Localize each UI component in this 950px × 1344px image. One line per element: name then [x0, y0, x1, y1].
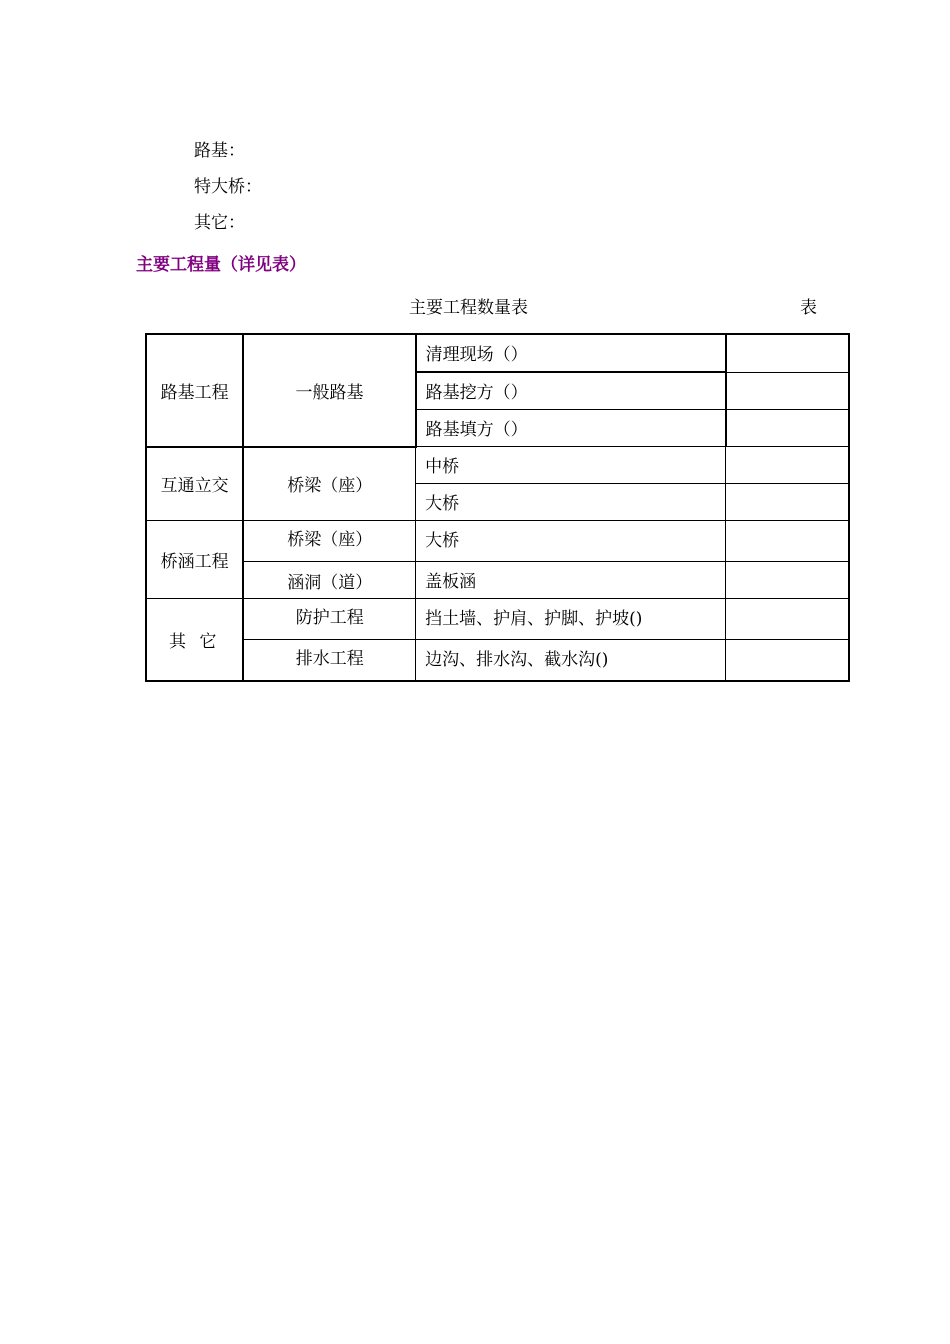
intro-line-other: 其它： — [194, 213, 245, 233]
category-cell: 其 它 — [146, 599, 243, 682]
item-cell: 中桥 — [416, 447, 726, 484]
table-row — [146, 640, 849, 682]
quantity-table — [145, 333, 850, 682]
table-row — [146, 447, 849, 484]
value-cell — [726, 334, 849, 372]
item-cell: 挡土墙、护肩、护脚、护坡() — [416, 599, 726, 640]
item-cell: 盖板涵 — [416, 562, 726, 599]
section-heading: 主要工程量（详见表） — [136, 255, 306, 275]
table-caption: 主要工程数量表 — [409, 298, 528, 318]
subcategory-cell: 防护工程 — [243, 599, 415, 640]
table-caption-suffix: 表 — [800, 298, 817, 318]
item-cell: 路基填方（） — [416, 410, 726, 447]
category-cell: 路基工程 — [146, 334, 243, 447]
table-row — [146, 334, 849, 372]
value-cell — [726, 562, 849, 599]
value-cell — [726, 599, 849, 640]
table-row — [146, 599, 849, 640]
item-cell: 大桥 — [416, 521, 726, 562]
subcategory-cell: 桥梁（座） — [243, 521, 415, 562]
value-cell — [726, 410, 849, 447]
intro-line-bridge: 特大桥： — [194, 177, 262, 197]
subcategory-cell: 涵洞（道） — [243, 562, 415, 599]
item-cell: 大桥 — [416, 484, 726, 521]
value-cell — [726, 484, 849, 521]
intro-line-roadbed: 路基： — [194, 141, 245, 161]
value-cell — [726, 372, 849, 410]
value-cell — [726, 521, 849, 562]
table-row — [146, 521, 849, 562]
item-cell: 路基挖方（） — [416, 372, 726, 410]
category-cell: 互通立交 — [146, 447, 243, 521]
item-cell: 清理现场（） — [416, 334, 726, 372]
subcategory-cell: 排水工程 — [243, 640, 415, 682]
category-cell: 桥涵工程 — [146, 521, 243, 599]
value-cell — [726, 447, 849, 484]
subcategory-cell: 桥梁（座） — [243, 447, 415, 521]
subcategory-cell: 一般路基 — [243, 334, 415, 447]
value-cell — [726, 640, 849, 682]
table-row — [146, 562, 849, 599]
item-cell: 边沟、排水沟、截水沟() — [416, 640, 726, 682]
